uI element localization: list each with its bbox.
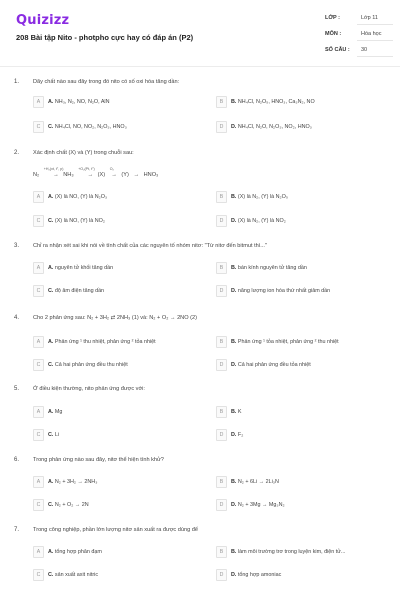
option-text: nguyên tử khối tăng dần: [54, 265, 114, 271]
option-text: NH₄Cl, N₂O₅, HNO₃, Ca₃N₂, NO: [237, 99, 315, 105]
quizizz-logo: Quizizz: [16, 13, 70, 28]
meta-subject-label: MÔN :: [325, 31, 342, 37]
meta-count-value: 30: [361, 47, 368, 53]
option-letter-box: C: [33, 499, 44, 511]
option-letter-box: A: [33, 476, 44, 488]
option-text: F₂: [237, 432, 244, 438]
question-number: 1.: [14, 79, 20, 85]
option-letter-box: A: [33, 262, 44, 274]
question-number: 7.: [14, 527, 20, 533]
option-letter-box: C: [33, 215, 44, 227]
chain-arrow-4: →: [133, 172, 140, 178]
page-title: 208 Bài tập Nito - photpho cực hay có đáp án (P2): [16, 33, 194, 42]
meta-class-value: Lớp 11: [361, 15, 378, 21]
meta-class: [325, 12, 393, 25]
chain-nh3: NH₃: [63, 172, 74, 178]
option-letter-box: D: [216, 429, 227, 441]
option-letter-box: B: [216, 546, 227, 558]
option-text: làm môi trường trơ trong luyện kim, điện tử...: [237, 549, 346, 555]
option-text: tổng hợp amoniac: [237, 572, 282, 578]
option-text: N₂ + 6Li → 2Li₃N: [237, 479, 279, 485]
question-text: Dãy chất nào sau đây trong đó nito có số oxi hóa tăng dần:: [33, 79, 180, 85]
meta-class-label: LỚP :: [325, 15, 340, 21]
question-number: 4.: [14, 315, 20, 321]
option-letter-box: C: [33, 121, 44, 133]
option-text: NH₄Cl, N₂O, N₂O₃, NO₂, HNO₃: [237, 124, 312, 130]
meta-count: [325, 44, 393, 57]
option-letter-box: B: [216, 96, 227, 108]
chain-y: (Y): [121, 172, 129, 178]
option-letter-box: C: [33, 429, 44, 441]
question-text: Ở điều kiện thường, nito phản ứng được với:: [33, 386, 145, 392]
option-text: Cả hai phản ứng đều thu nhiệt: [54, 362, 128, 368]
option-text: NH₄Cl, NO, NO₂, N₂O₃, HNO₃: [54, 124, 127, 130]
option-letter-box: A: [33, 336, 44, 348]
question-text: Cho 2 phản ứng sau: N₂ + 3H₂ ⇄ 2NH₃ (1) và: N₂ + O₂ → 2NO (2): [33, 315, 197, 321]
question-number: 6.: [14, 457, 20, 463]
option-letter-box: A: [33, 191, 44, 203]
option-letter-box: C: [33, 285, 44, 297]
option-letter-box: D: [216, 215, 227, 227]
option-text: K: [237, 409, 242, 415]
option-letter-box: D: [216, 359, 227, 371]
reaction-chain: [33, 167, 159, 178]
option-text: N₂ + O₂ → 2N: [54, 502, 89, 508]
chain-hno3: HNO₃: [143, 172, 159, 178]
option-letter-box: B: [216, 336, 227, 348]
meta-subject: [325, 28, 393, 41]
option-letter-box: B: [216, 191, 227, 203]
option-letter-box: B: [216, 262, 227, 274]
option-text: Phản ứng ¹ tỏa nhiệt, phản ứng ² thu nhiệt: [237, 339, 339, 345]
option-letter-box: C: [33, 359, 44, 371]
option-text: độ âm điện tăng dần: [54, 288, 105, 294]
option-letter-box: B: [216, 476, 227, 488]
option-text: Li: [54, 432, 60, 438]
option-text: NH₃, N₂, NO, N₂O, AlN: [54, 99, 110, 105]
option-letter-box: C: [33, 569, 44, 581]
question-text: Trong phản ứng nào sau đây, nitơ thể hiện tính khử?: [33, 457, 164, 463]
option-letter-box: D: [216, 569, 227, 581]
chain-n2: N₂: [33, 172, 40, 178]
chain-arrow-2: +O₂(Pt, t°) →: [78, 167, 95, 178]
option-text: N₂ + 3H₂ → 2NH₃: [54, 479, 98, 485]
option-text: Phản ứng ¹ thu nhiệt, phản ứng ² tỏa nhiệt: [54, 339, 156, 345]
option-letter-box: D: [216, 285, 227, 297]
option-letter-box: D: [216, 499, 227, 511]
meta-count-label: SỐ CÂU :: [325, 47, 350, 53]
option-text: (X) là N₂, (Y) là N₂O₅: [237, 194, 288, 200]
chain-x: (X): [97, 172, 106, 178]
meta-subject-value: Hóa học: [361, 31, 382, 37]
option-text: tổng hợp phân đạm: [54, 549, 102, 555]
question-text: Chỉ ra nhận xét sai khi nói về tính chất của các nguyên tố nhóm nitơ: "Từ nitơ đến bitmut thì...": [33, 243, 267, 249]
option-text: bán kính nguyên tử tăng dần: [237, 265, 307, 271]
header-divider: [0, 66, 400, 67]
question-text: Trong công nghiệp, phần lớn lượng nitơ sản xuất ra được dùng để: [33, 527, 199, 533]
chain-arrow-1: +H₂(xt, t°, p) →: [43, 167, 64, 178]
option-text: Cả hai phản ứng đều tỏa nhiệt: [237, 362, 311, 368]
option-text: (X) là N₂, (Y) là NO₂: [237, 218, 286, 224]
question-number: 2.: [14, 150, 20, 156]
option-letter-box: A: [33, 406, 44, 418]
question-number: 5.: [14, 386, 20, 392]
option-letter-box: A: [33, 546, 44, 558]
option-text: năng lượng ion hóa thứ nhất giảm dần: [237, 288, 331, 294]
option-text: sản xuất axit nitric: [54, 572, 99, 578]
option-letter-box: D: [216, 121, 227, 133]
option-letter-box: B: [216, 406, 227, 418]
option-text: N₂ + 3Mg → Mg₃N₂: [237, 502, 285, 508]
chain-arrow-3: O₂ →: [109, 167, 117, 178]
option-text: (X) là NO, (Y) là NO₂: [54, 218, 105, 224]
option-text: (X) là NO, (Y) là N₂O₃: [54, 194, 108, 200]
question-text: Xác định chất (X) và (Y) trong chuỗi sau:: [33, 150, 134, 156]
question-number: 3.: [14, 243, 20, 249]
option-text: Mg: [54, 409, 63, 415]
option-letter-box: A: [33, 96, 44, 108]
header: [0, 0, 400, 62]
